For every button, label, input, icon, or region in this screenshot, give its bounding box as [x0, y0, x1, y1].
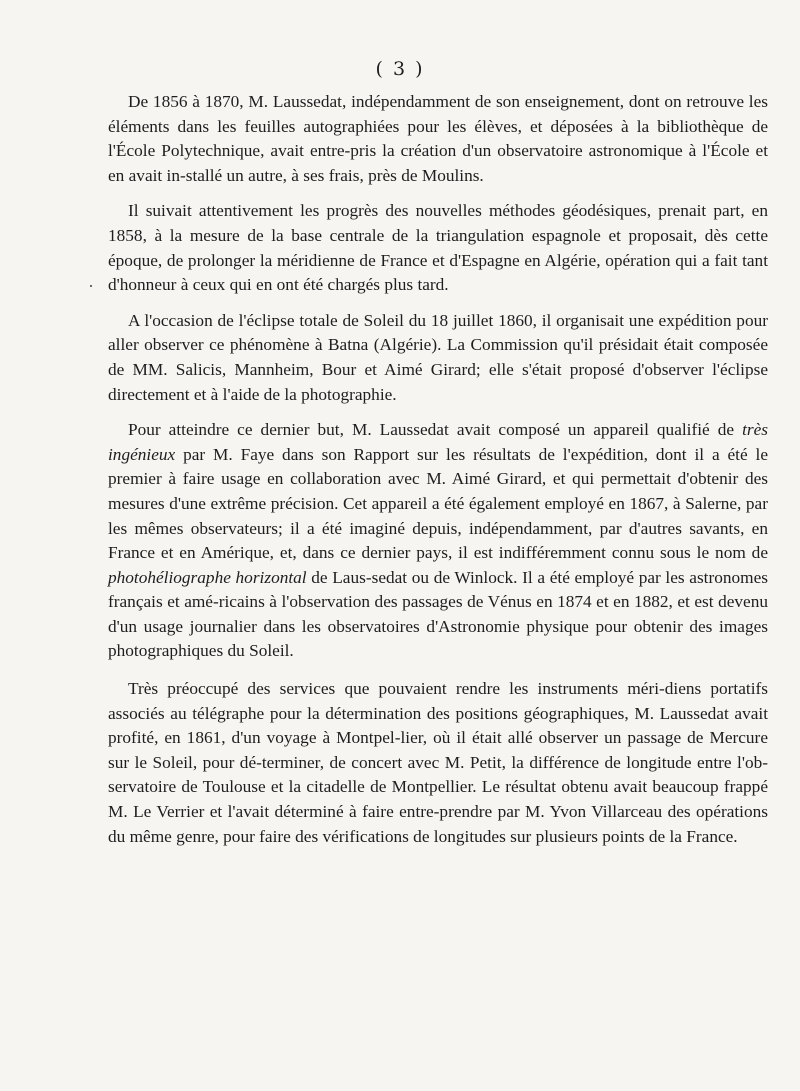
- paragraph-4-italic-2: photohéliographe horizontal: [108, 567, 307, 587]
- body-text: [108, 90, 768, 859]
- paragraph-4-text-2: par M. Faye dans son Rapport sur les résultats de l'expédition, dont il a été le premier à faire usage en collaboration avec M. Aimé Girard, et qui permettait d'obtenir des mesures d'une extrême précision. Cet appareil a été également employé en 1867, à Salerne, par les mêmes observateurs; il a été imaginé depuis, indépendamment, par d'autres savants, en France et en Amérique, et, dans ce dernier pays, il est indifféremment connu sous le nom de: [108, 444, 768, 563]
- paragraph-2: Il suivait attentivement les progrès des nouvelles méthodes géodésiques, prenait part, en 1858, à la mesure de la base centrale de la triangulation espagnole et proposait, dès cette époque, de prolonger la méridienne de France et d'Espagne en Algérie, opération qui a fait tant d'honneur à ceux qui en ont été chargés plus tard.: [108, 201, 768, 295]
- page-number: ( 3 ): [375, 58, 425, 80]
- margin-dot: ·: [88, 276, 94, 296]
- paragraph-1: De 1856 à 1870, M. Laussedat, indépendamment de son enseignement, dont on retrouve les éléments dans les feuilles autographiées pour les élèves, et déposées à la bibliothèque de l'École Polytechnique, avait entre-pris la création d'un observatoire astronomique à l'École et en avait in-stallé un autre, à ses frais, près de Moulins.: [108, 92, 768, 185]
- paragraph-4-italic-1: très ingénieux: [108, 420, 768, 464]
- paragraph-4: [108, 418, 768, 664]
- paragraph-5: Très préoccupé des services que pouvaient rendre les instruments méri-diens portatifs associés au télégraphe pour la détermination des positions géographiques, M. Laussedat avait profité, en 1861, d'un voyage à Montpel-lier, où il était allé observer un passage de Mercure sur le Soleil, pour dé-terminer, de concert avec M. Petit, la différence de longitude entre l'ob-servatoire de Toulouse et la citadelle de Montpellier. Le résultat obtenu avait beaucoup frappé M. Le Verrier et l'avait déterminé à faire entre-prendre par M. Yvon Villarceau des opérations du même genre, pour faire des vérifications de longitudes sur plusieurs points de la France.: [108, 679, 768, 846]
- paragraph-4-text-3: de Laus-sedat ou de Winlock. Il a été employé par les astronomes français et amé-ricains à l'observation des passages de Vénus en 1874 et en 1882, et est devenu d'un usage journalier dans les observatoires d'Astronomie physique pour obtenir des images photographiques du Soleil.: [108, 567, 768, 661]
- paragraph-4-text-1: Pour atteindre ce dernier but, M. Laussedat avait composé un appareil qualifié de: [128, 420, 743, 440]
- paragraph-3: A l'occasion de l'éclipse totale de Soleil du 18 juillet 1860, il organisait une expédition pour aller observer ce phénomène à Batna (Algérie). La Commission qu'il présidait était composée de MM. Salicis, Mannheim, Bour et Aimé Girard; elle s'était proposé d'observer l'éclipse directement et à l'aide de la photographie.: [108, 310, 768, 404]
